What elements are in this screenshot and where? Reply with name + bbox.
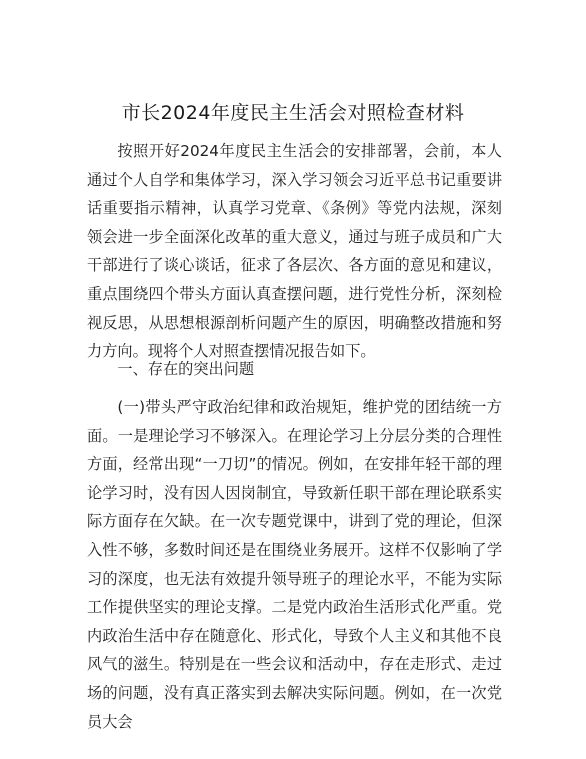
section-heading: 一、存在的突出问题 [117, 360, 255, 378]
section-paragraph: (一)带头严守政治纪律和政治规矩，维护党的团结统一方面。一是理论学习不够深入。在理论学习上分层分类的合理性方面，经常出现“一刀切”的情况。例如，在安排年轻干部的理论学习时，没有因人因岗制宜，导致新任职干部在理论联系实际方面存在欠缺。在一次专题党课中，讲到了党的理论，但深入性不够，多数时间还是在围绕业务展开。这样不仅影响了学习的深度，也无法有效提升领导班子的理论水平，不能为实际工作提供坚实的理论支撑。二是党内政治生活形式化严重。党内政治生活中存在随意化、形式化，导致个人主义和其他不良风气的滋生。特别是在一些会议和活动中，存在走形式、走过场的问题，没有真正落实到去解决实际问题。例如，在一次党员大会 [87, 398, 502, 731]
intro-paragraph: 按照开好2024年度民主生活会的安排部署，会前，本人通过个人自学和集体学习，深入学习领会习近平总书记重要讲话重要指示精神，认真学习党章、《条例》等党内法规，深刻领会进一步全面深化改革的重大意义，通过与班子成员和广大干部进行了谈心谈话，征求了各层次、各方面的意见和建议，重点围绕四个带头方面认真查摆问题，进行党性分析，深刻检视反思，从思想根源剖析问题产生的原因，明确整改措施和努力方向。现将个人对照查摆情况报告如下。 [87, 142, 502, 361]
document-title: 市长2024年度民主生活会对照检查材料 [121, 102, 465, 124]
